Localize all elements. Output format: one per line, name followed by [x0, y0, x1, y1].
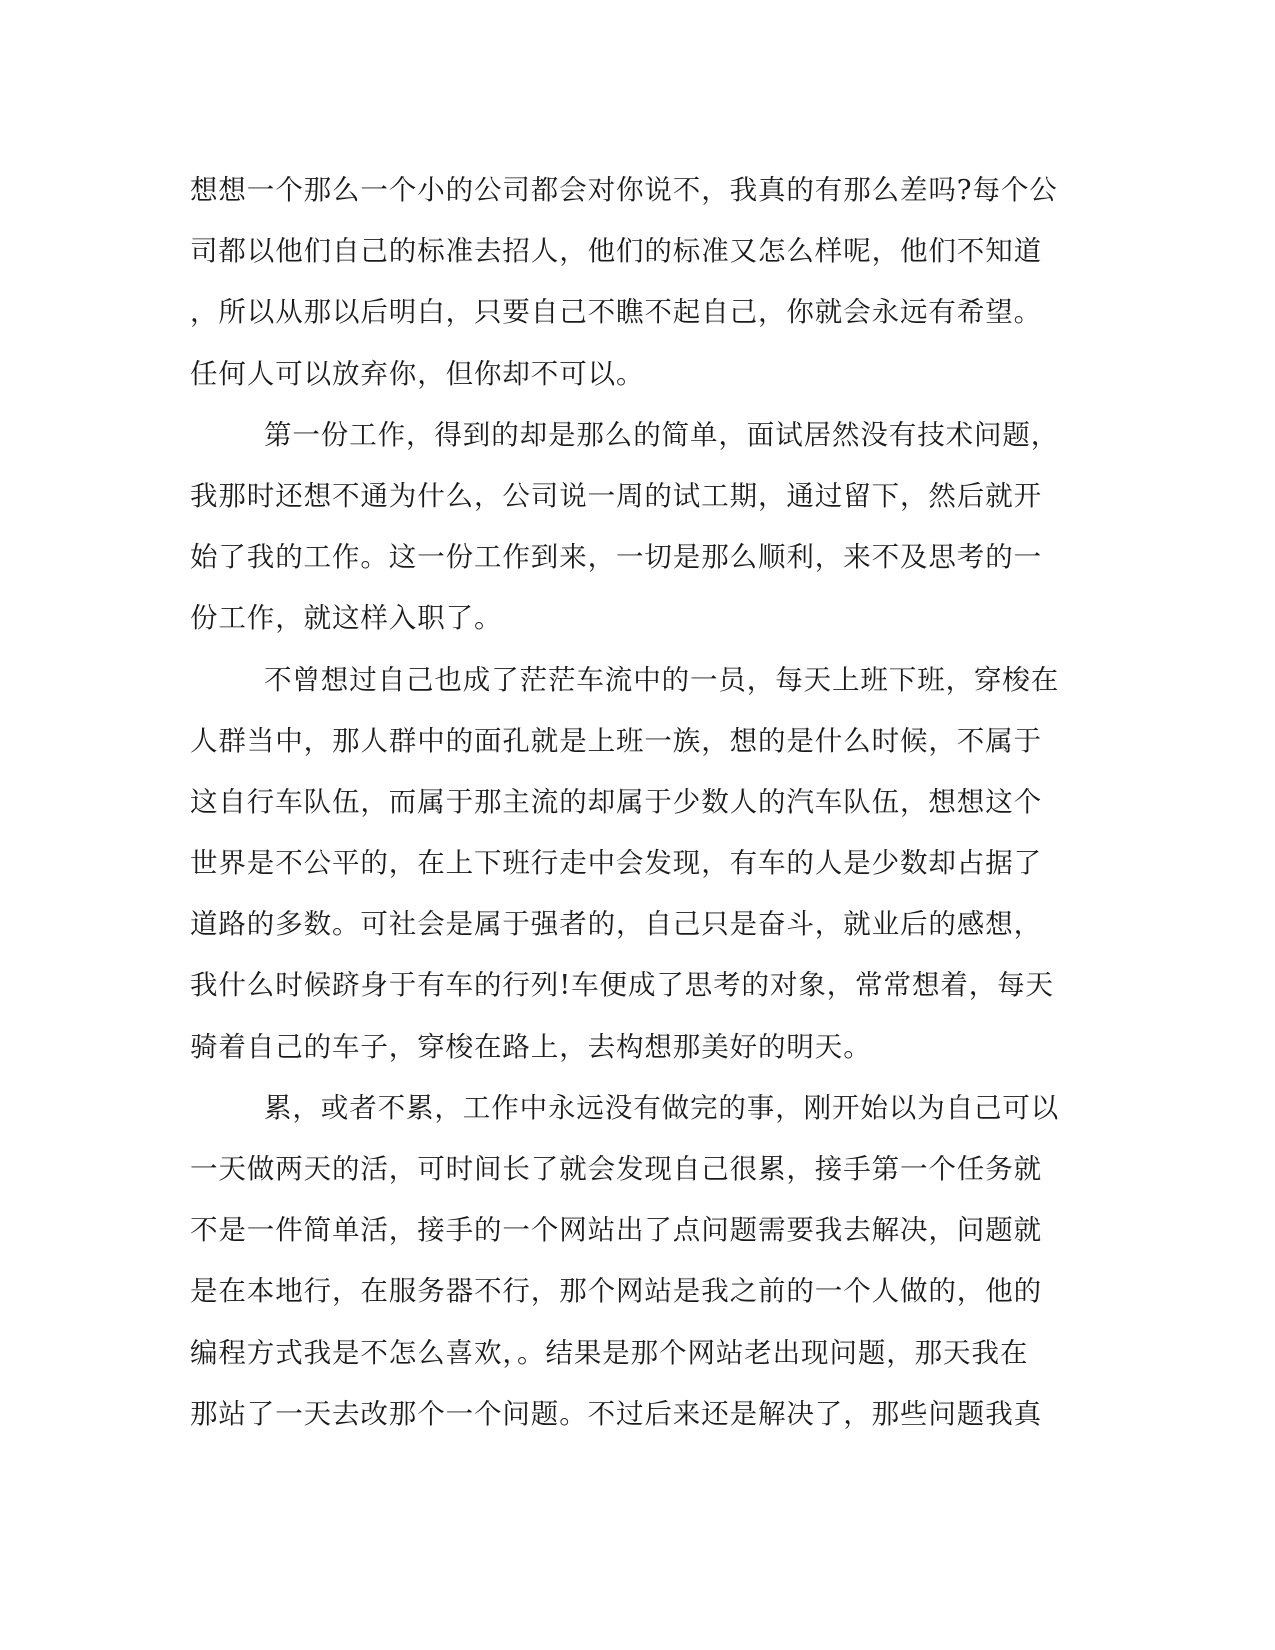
text-line: 不是一件简单活，接手的一个网站出了点问题需要我去解决，问题就: [190, 1214, 1042, 1247]
text-line: 世界是不公平的，在上下班行走中会发现，有车的人是少数却占据了: [190, 847, 1042, 880]
paragraph-3: [190, 650, 1070, 1078]
text-line: 第一份工作，得到的却是那么的简单，面试居然没有技术问题，: [264, 418, 1060, 451]
text-line: ，所以从那以后明白，只要自己不瞧不起自己，你就会永远有希望。: [190, 296, 1042, 329]
document-body: [190, 160, 1070, 1445]
text-line: 我那时还想不通为什么，公司说一周的试工期，通过留下，然后就开: [190, 479, 1042, 512]
text-line: 我什么时候跻身于有车的行列!车便成了思考的对象，常常想着，每天: [190, 969, 1054, 1002]
paragraph-2: [190, 405, 1070, 650]
text-line: 这自行车队伍，而属于那主流的却属于少数人的汽车队伍，想想这个: [190, 785, 1042, 818]
text-line: 一天做两天的活，可时间长了就会发现自己很累，接手第一个任务就: [190, 1153, 1042, 1185]
text-line: 司都以他们自己的标准去招人，他们的标准又怎么样呢，他们不知道: [190, 235, 1042, 268]
text-line: 人群当中，那人群中的面孔就是上班一族，想的是什么时候，不属于: [190, 724, 1042, 757]
text-line: 不曾想过自己也成了茫茫车流中的一员，每天上班下班，穿梭在: [264, 663, 1060, 696]
text-line: 道路的多数。可社会是属于强者的，自己只是奋斗，就业后的感想，: [190, 908, 1042, 941]
text-line: 是在本地行，在服务器不行，那个网站是我之前的一个人做的，他的: [190, 1275, 1042, 1308]
paragraph-1: [190, 160, 1070, 405]
paragraph-4: [190, 1078, 1070, 1445]
text-line: 想想一个那么一个小的公司都会对你说不，我真的有那么差吗?每个公: [190, 174, 1058, 206]
text-line: 始了我的工作。这一份工作到来，一切是那么顺利，来不及思考的一: [190, 541, 1042, 574]
text-line: 编程方式我是不怎么喜欢，。结果是那个网站老出现问题，那天我在: [190, 1336, 1029, 1369]
text-line: 累，或者不累，工作中永远没有做完的事，刚开始以为自己可以: [264, 1091, 1060, 1124]
text-line: 那站了一天去改那个一个问题。不过后来还是解决了，那些问题我真: [190, 1397, 1042, 1430]
text-line: 任何人可以放弃你，但你却不可以。: [190, 357, 645, 390]
text-line: 骑着自己的车子，穿梭在路上，去构想那美好的明天。: [190, 1030, 872, 1063]
text-line: 份工作，就这样入职了。: [190, 602, 503, 635]
